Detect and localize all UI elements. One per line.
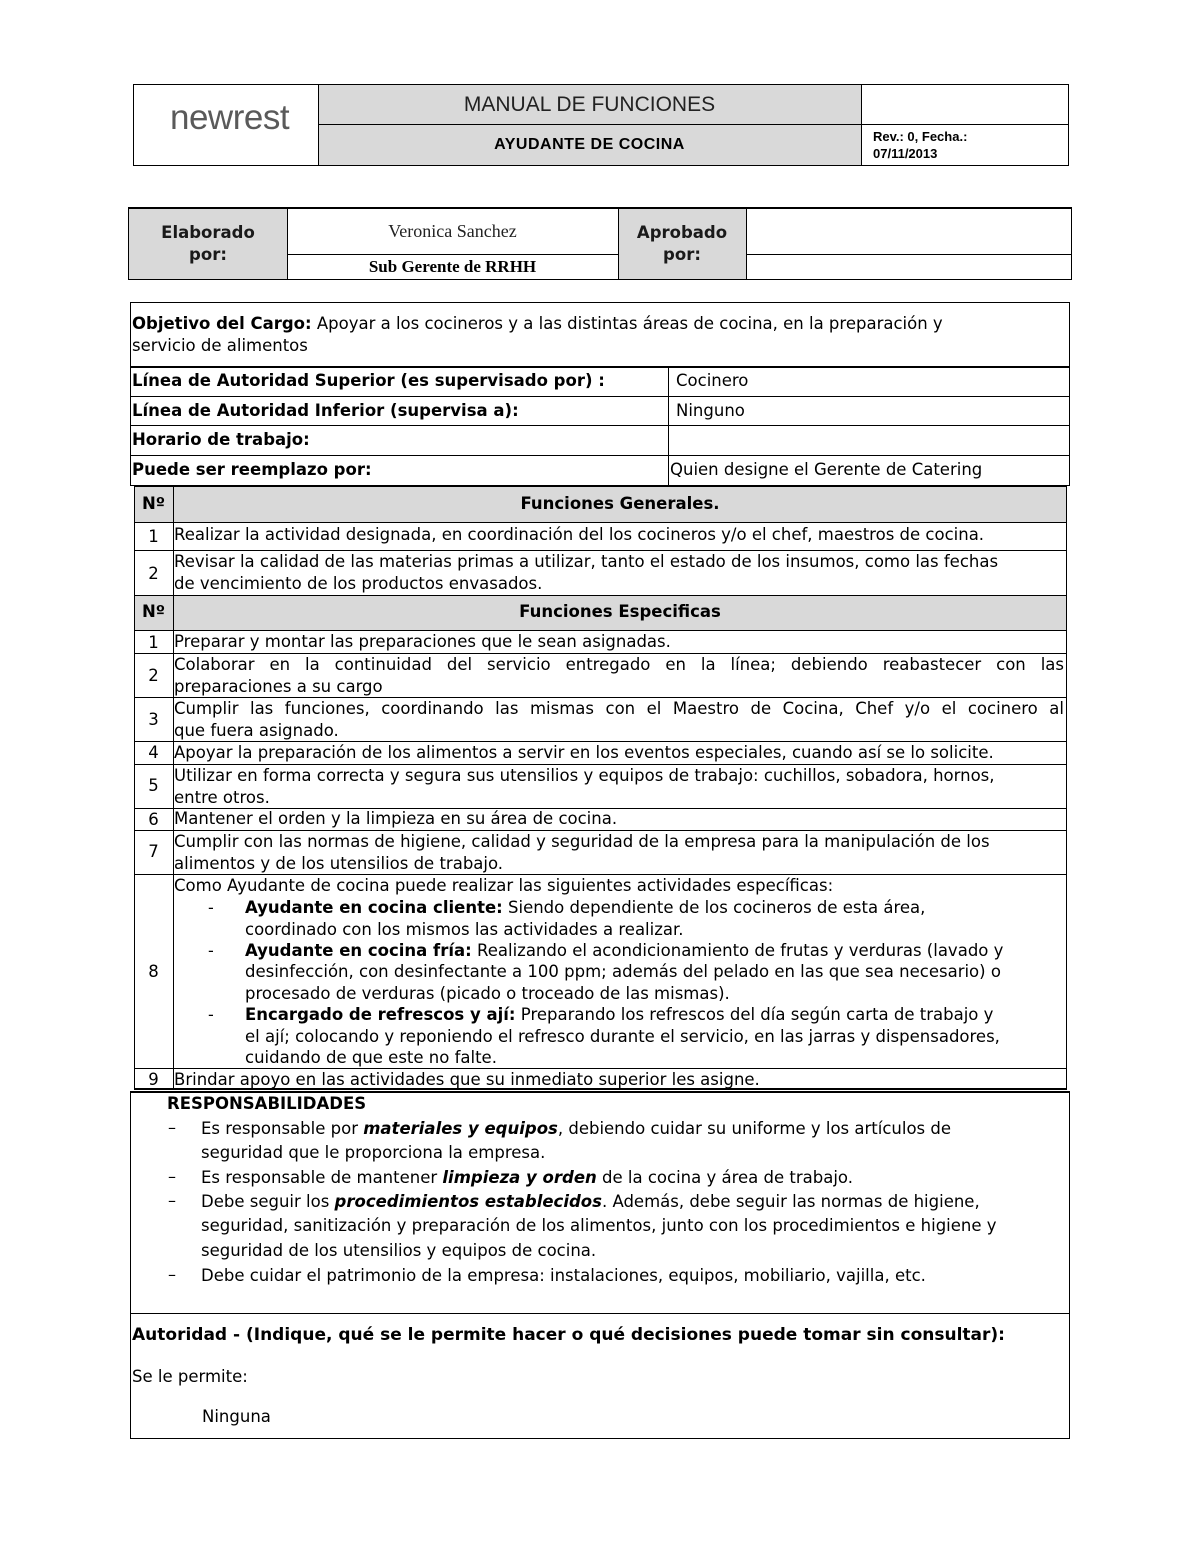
- info-value-inferior: Ninguno: [676, 401, 745, 420]
- general-num-1: 1: [148, 527, 159, 546]
- specific-num-2: 2: [148, 666, 159, 685]
- authority-permit-value: Ninguna: [202, 1407, 271, 1426]
- responsibility-3-cont-2: seguridad de los utensilios y equipos de cocina.: [201, 1241, 597, 1260]
- responsibility-dash: –: [168, 1191, 176, 1210]
- bullet-3-cont-2: cuidando de que este no falte.: [245, 1048, 497, 1067]
- bullet-1-text: Siendo dependiente de los cocineros de esta área,: [502, 898, 926, 917]
- elaborado-role: Sub Gerente de RRHH: [368, 257, 537, 276]
- specific-num-5: 5: [148, 776, 159, 795]
- specific-item-3-line-1: Cumplir las funciones, coordinando las mismas con el Maestro de Cocina, Chef y/o el cocinero al: [174, 699, 1064, 718]
- logo-text: newrest: [170, 98, 290, 137]
- responsibility-3-cont-1: seguridad, sanitización y preparación de los alimentos, junto con los procedimientos e higiene y: [201, 1216, 997, 1235]
- general-num-2: 2: [148, 564, 159, 583]
- bullet-3-title: Encargado de refrescos y ají:: [245, 1005, 516, 1024]
- info-label-reemplazo: Puede ser reemplazo por:: [132, 460, 372, 479]
- bullet-dash: -: [208, 1005, 214, 1024]
- specific-item-8-bullet-3: [245, 1004, 993, 1026]
- elaborado-label-2: por:: [189, 245, 227, 264]
- specific-item-8-bullet-2: [245, 940, 1003, 962]
- specific-num-1: 1: [148, 633, 159, 652]
- specific-num-4: 4: [148, 743, 159, 762]
- specific-functions-title: Funciones Especificas: [519, 602, 721, 621]
- info-label-horario: Horario de trabajo:: [132, 430, 310, 449]
- responsibilities-title: RESPONSABILIDADES: [167, 1094, 367, 1113]
- bullet-1-cont-1: coordinado con los mismos las actividades a realizar.: [245, 920, 684, 939]
- specific-item-7-line-2: alimentos y de los utensilios de trabajo.: [174, 854, 504, 873]
- specific-num-9: 9: [148, 1070, 159, 1089]
- authority-title: Autoridad - (Indique, qué se le permite hacer o qué decisiones puede tomar sin consultar):: [132, 1325, 1005, 1345]
- responsibility-1-pre: Es responsable por: [201, 1119, 364, 1138]
- responsibility-dash: –: [168, 1265, 176, 1284]
- aprobado-label: Aprobado: [636, 223, 728, 242]
- specific-num-header: Nº: [141, 602, 166, 621]
- responsibility-1-post: , debiendo cuidar su uniforme y los artículos de: [557, 1119, 951, 1138]
- general-item-2-line-1: Revisar la calidad de las materias primas a utilizar, tanto el estado de los insumos, como las fechas: [174, 552, 999, 571]
- info-value-reemplazo: Quien designe el Gerente de Catering: [670, 460, 983, 479]
- responsibility-1-cont-1: seguridad que le proporciona la empresa.: [201, 1143, 546, 1162]
- responsibility-1-emphasis: materiales y equipos: [363, 1119, 558, 1138]
- specific-item-2-line-2: preparaciones a su cargo: [174, 677, 383, 696]
- specific-item-1: Preparar y montar las preparaciones que le sean asignadas.: [174, 632, 671, 651]
- general-functions-title: Funciones Generales.: [520, 494, 720, 513]
- specific-item-8-bullet-1: [245, 897, 925, 919]
- info-label-inferior: Línea de Autoridad Inferior (supervisa a):: [132, 401, 519, 420]
- general-item-2-line-2: de vencimiento de los productos envasados.: [174, 574, 543, 593]
- document-title: MANUAL DE FUNCIONES: [463, 93, 716, 116]
- document-subtitle: AYUDANTE DE COCINA: [494, 136, 685, 153]
- authority-permit-label: Se le permite:: [132, 1367, 248, 1386]
- specific-item-5-line-2: entre otros.: [174, 788, 270, 807]
- responsibility-3: [201, 1190, 980, 1214]
- responsibility-2-post: de la cocina y área de trabajo.: [596, 1168, 853, 1187]
- elaborado-name: Veronica Sanchez: [388, 221, 517, 241]
- responsibility-1: [201, 1117, 951, 1141]
- specific-item-4: Apoyar la preparación de los alimentos a servir en los eventos especiales, cuando así se lo solicite.: [174, 743, 994, 762]
- specific-num-6: 6: [148, 810, 159, 829]
- bullet-dash: -: [208, 941, 214, 960]
- responsibility-3-emphasis: procedimientos establecidos: [334, 1192, 602, 1211]
- responsibility-4: [201, 1264, 926, 1288]
- responsibility-2-pre: Es responsable de mantener: [201, 1168, 443, 1187]
- objective-text: Apoyar a los cocineros y a las distintas áreas de cocina, en la preparación y: [311, 314, 943, 333]
- bullet-2-cont-2: procesado de verduras (picado o troceado de las mismas).: [245, 984, 730, 1003]
- specific-item-6: Mantener el orden y la limpieza en su área de cocina.: [174, 809, 618, 828]
- revision-line-1: Rev.: 0, Fecha.:: [873, 129, 968, 144]
- specific-item-9: Brindar apoyo en las actividades que su inmediato superior les asigne.: [174, 1070, 760, 1089]
- bullet-1-title: Ayudante en cocina cliente:: [245, 898, 503, 917]
- bullet-2-text: Realizando el acondicionamiento de frutas y verduras (lavado y: [471, 941, 1004, 960]
- specific-item-7-line-1: Cumplir con las normas de higiene, calidad y seguridad de la empresa para la manipulación de los: [174, 832, 990, 851]
- aprobado-label-2: por:: [663, 245, 701, 264]
- specific-item-2-line-1: Colaborar en la continuidad del servicio entregado en la línea; debiendo reabastecer con las: [174, 655, 1064, 674]
- elaborado-label: Elaborado: [161, 223, 255, 242]
- bullet-2-cont-1: desinfección, con desinfectante a 100 ppm; además del pelado en las que sea necesario) o: [245, 962, 1001, 981]
- specific-item-3-line-2: que fuera asignado.: [174, 721, 339, 740]
- info-label-superior: Línea de Autoridad Superior (es supervisado por) :: [132, 371, 605, 390]
- responsibility-dash: –: [168, 1167, 176, 1186]
- responsibility-dash: –: [168, 1118, 176, 1137]
- company-logo: [170, 96, 289, 140]
- general-item-1: Realizar la actividad designada, en coordinación del los cocineros y/o el chef, maestros de cocina.: [174, 525, 985, 544]
- bullet-3-cont-1: el ají; colocando y reponiendo el refresco durante el servicio, en las jarras y dispensadores,: [245, 1027, 1000, 1046]
- objective-line-2: servicio de alimentos: [132, 336, 308, 355]
- revision-line-2: 07/11/2013: [873, 146, 938, 161]
- specific-num-3: 3: [148, 710, 159, 729]
- info-value-superior: Cocinero: [676, 371, 749, 390]
- responsibility-4-text: Debe cuidar el patrimonio de la empresa: instalaciones, equipos, mobiliario, vajilla, etc.: [201, 1266, 926, 1285]
- general-num-header: Nº: [141, 494, 166, 513]
- specific-num-7: 7: [148, 842, 159, 861]
- responsibility-3-pre: Debe seguir los: [201, 1192, 335, 1211]
- bullet-3-text: Preparando los refrescos del día según carta de trabajo y: [515, 1005, 994, 1024]
- responsibility-2: [201, 1166, 853, 1190]
- specific-item-8-intro: Como Ayudante de cocina puede realizar las siguientes actividades específicas:: [174, 876, 834, 895]
- objective-line-1: [132, 313, 943, 335]
- bullet-2-title: Ayudante en cocina fría:: [245, 941, 472, 960]
- specific-item-5-line-1: Utilizar en forma correcta y segura sus utensilios y equipos de trabajo: cuchillos, sobadora, hornos,: [174, 766, 995, 785]
- specific-num-8: 8: [148, 962, 159, 981]
- bullet-dash: -: [208, 898, 214, 917]
- objective-label: Objetivo del Cargo:: [132, 314, 312, 333]
- responsibility-2-emphasis: limpieza y orden: [442, 1168, 597, 1187]
- responsibility-3-post: . Además, debe seguir las normas de higiene,: [601, 1192, 980, 1211]
